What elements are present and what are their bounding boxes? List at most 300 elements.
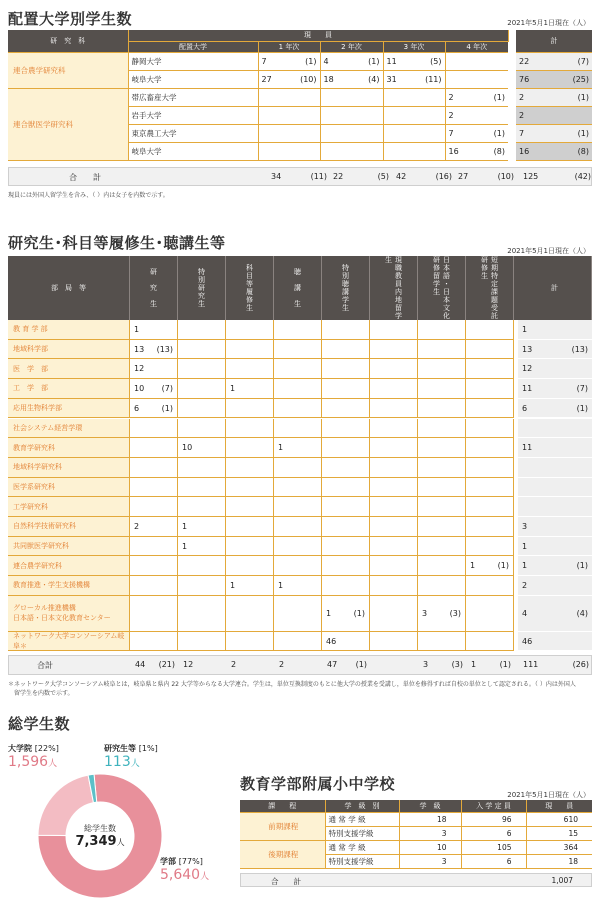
s2-cell [130,419,178,439]
year-cell [258,70,320,88]
s2-total-count: 1 [471,660,477,669]
female-count: (11) [425,74,442,84]
s2-cell [274,556,322,576]
s2-cell [418,399,466,419]
female-count: (4) [368,74,380,84]
section2-asof: 2021年5月1日現在（人） [507,247,590,255]
s4-cell: 通 常 学 級 [325,840,399,854]
s4-cell: 6 [461,854,526,868]
s2-dept-name: 地域科学研究科 [13,463,62,472]
female-count: (1) [305,56,317,66]
num-pair [519,93,589,102]
s2-dept-cell [8,320,130,340]
s4-cell: 96 [461,812,526,826]
hdr-y4: 4 年次 [445,41,508,52]
female-count: (1) [368,56,380,66]
s2-header [8,256,592,320]
s2-kei-cell [518,596,592,632]
s2-cell [418,497,466,517]
grad-value [8,754,57,770]
s2-paren: (1) [161,403,173,413]
s2-cell [130,379,178,399]
school-total-label: 合 計 [271,877,301,886]
haichi-kei-cell [516,124,592,142]
s2-cell [322,340,370,360]
total-female: (16) [435,172,452,181]
s2-total-kei [523,660,589,669]
s2-kei-count: 46 [522,636,533,646]
school-total-value: 1,007 [551,876,573,885]
s2-total-cell [471,660,511,669]
s2-cell [178,399,226,419]
s2-cell [226,478,274,498]
donut-center-value [60,834,140,849]
s2-dept-cell [8,478,130,498]
s2-cell [370,419,418,439]
hdr-genin: 現 員 [128,30,508,41]
s2-cell [178,537,226,557]
count: 7 [448,128,454,138]
total-count: 34 [271,172,282,181]
total-female: (10) [497,172,514,181]
s2-total-paren: (1) [499,660,511,669]
s2-total-cell [231,660,271,669]
s2-cell [178,596,226,632]
s4-cell: 15 [526,826,592,840]
total-num [458,172,514,181]
s2-cell [418,556,466,576]
s2-dept-cell [8,497,130,517]
s2-cell [370,320,418,340]
s2-kei-count: 4 [522,608,528,618]
s2-total-row [8,655,592,675]
year-cell [445,52,508,70]
count: 27 [261,74,272,84]
res-label [104,743,158,754]
haichi-total-cell-row [516,70,592,88]
s2-total-paren: (21) [158,660,175,669]
s2-col-header-text: 日本語・日本文化研修留学生 [432,256,451,320]
s2-count: 1 [470,561,476,571]
s2-total-count: 2 [231,660,237,669]
female-count: (25) [572,74,589,84]
year-cell [258,142,320,160]
s2-count: 46 [326,636,337,646]
s2-dept-name: グローカル推進機構 [13,604,76,613]
s2-kei-cell [518,537,592,557]
s2-row [8,556,592,576]
num-pair [262,75,317,84]
year-cell [383,70,445,88]
s2-row [8,576,592,596]
s2-cell [370,438,418,458]
s2-col-header [274,256,322,320]
s2-col-header [130,256,178,320]
s2-kei-cell [518,438,592,458]
dept-cell: 連合獣医学研究科 [8,88,128,160]
s2-cell [226,576,274,596]
year-cell [445,106,508,124]
s2-cell [178,379,226,399]
female-count: (1) [493,128,505,138]
s2-cell [226,537,274,557]
haichi-total-cell-row [516,106,592,124]
s2-kei-cell [518,478,592,498]
s2-cell [466,632,514,652]
s2-cell [322,359,370,379]
s2-dept-cell [8,340,130,360]
s2-dept-cell [8,632,130,652]
s2-total-count: 2 [279,660,285,669]
s2-dept-cell [8,458,130,478]
total-num [523,172,591,181]
s2-cell [226,399,274,419]
s2-cell [274,419,322,439]
s2-cell [418,419,466,439]
s2-cell [178,576,226,596]
s2-cell [466,320,514,340]
haichi-total-label: 合 計 [69,173,101,182]
s4-cell: 18 [526,854,592,868]
s2-cell [322,320,370,340]
s2-total-cell [183,660,223,669]
num-pair [449,93,506,102]
s2-row [8,596,592,632]
under-unit: 人 [200,872,210,882]
s2-cell [130,497,178,517]
s2-total-cell [279,660,319,669]
s2-dept-name: 共同獣医学研究科 [13,542,69,551]
s2-dept-cell [8,596,130,632]
s2-cell [322,478,370,498]
res-pct: [1%] [138,744,158,753]
s2-cell [418,576,466,596]
count: 16 [519,146,530,156]
s2-col-header [8,256,130,320]
count: 31 [386,74,397,84]
s2-total-paren: (3) [451,660,463,669]
num-pair [324,75,380,84]
under-pct: [77%] [178,857,203,866]
s2-total-count: 47 [327,660,338,669]
donut-center-num: 7,349 [75,834,117,849]
s2-dept-cell [8,419,130,439]
total-count: 22 [333,172,344,181]
s4-cell: 105 [461,840,526,854]
s2-cell [130,576,178,596]
s2-cell [322,556,370,576]
s2-cell [130,438,178,458]
s2-kei-count: 12 [522,364,533,374]
s2-cell [178,497,226,517]
s2-dept-name: 教育推進・学生支援機構 [13,581,90,590]
s2-paren: (13) [156,344,173,354]
s4-cell: 364 [526,840,592,854]
s2-cell [466,478,514,498]
s2-dept-cell [8,399,130,419]
s4-cell: 6 [461,826,526,840]
total-female: (11) [310,172,327,181]
s2-cell [130,596,178,632]
s2-kei-paren: (1) [576,403,588,413]
s2-cell [226,419,274,439]
s2-cell [418,359,466,379]
s2-total-kei-count: 111 [523,660,539,669]
s2-count: 1 [278,580,284,590]
grad-label [8,743,59,754]
section1-asof: 2021年5月1日現在（人） [507,19,590,27]
s2-cell [370,537,418,557]
total-num [271,172,327,181]
s2-cell [178,458,226,478]
s2-cell [226,517,274,537]
s2-paren: (3) [449,608,461,618]
under-label [160,856,203,867]
s2-cell [130,556,178,576]
year-cell [320,106,383,124]
s2-dept-name: 教 育 学 部 [13,325,48,334]
s2-dept-name: 応用生物科学部 [13,404,62,413]
s2-count: 2 [134,521,140,531]
s4-cell: 10 [399,840,461,854]
total-num [396,172,452,181]
total-count: 42 [396,172,407,181]
haichi-table [8,30,509,161]
s2-dept-name: 医 学 部 [13,364,48,373]
count: 18 [323,74,334,84]
num-pair [262,57,317,66]
s2-cell [178,359,226,379]
s2-row [8,632,592,652]
haichi-total-cell-row [516,142,592,160]
s2-cell [370,478,418,498]
section1-title: 配置大学別学生数 [8,10,133,28]
s2-col-header [226,256,274,320]
s2-count: 1 [182,521,188,531]
s2-cell [274,497,322,517]
res-value [104,754,140,770]
num-pair [387,57,442,66]
s2-count: 3 [422,608,428,618]
under-value-num: 5,640 [160,867,201,883]
s2-cell [178,340,226,360]
s2-col-header [178,256,226,320]
s2-cell [274,458,322,478]
s2-row [8,320,592,340]
s2-cell [130,537,178,557]
s2-kei-count: 3 [522,521,528,531]
s2-cell [370,497,418,517]
year-cell [258,88,320,106]
s2-cell [466,340,514,360]
female-count: (8) [577,146,589,156]
s2-cell [274,320,322,340]
year-cell [445,124,508,142]
female-count: (1) [577,92,589,102]
s2-cell [226,632,274,652]
grad-unit: 人 [48,759,58,769]
s2-cell [226,596,274,632]
hdr-y1: 1 年次 [258,41,320,52]
s2-cell [226,379,274,399]
s2-cell [370,632,418,652]
s2-cell [274,438,322,458]
haichi-row [8,88,508,106]
s2-kei-count: 1 [522,324,528,334]
s2-cell [130,632,178,652]
s2-cell [466,419,514,439]
s2-total-paren: (1) [355,660,367,669]
s2-cell [274,399,322,419]
section4-title: 教育学部附属小中学校 [240,775,396,793]
s2-kei-cell [518,517,592,537]
num-pair [519,75,589,84]
s2-kei-count: 1 [522,541,528,551]
s2-cell [178,478,226,498]
grad-pct: [22%] [34,744,59,753]
total-count: 27 [458,172,469,181]
hdr-haichi: 配置大学 [128,41,258,52]
s2-cell [466,399,514,419]
count: 16 [448,146,459,156]
res-unit: 人 [130,759,140,769]
hdr-y2: 2 年次 [320,41,383,52]
school-table [240,800,592,869]
s2-cell [226,359,274,379]
s4-col-header: 学 級 [399,800,461,812]
s2-col-header-text: 聴 講 生 [293,268,302,308]
uni-cell: 静岡大学 [128,52,258,70]
s2-cell [274,576,322,596]
s4-cell: 3 [399,854,461,868]
s2-kei-cell [518,399,592,419]
s2-total-count: 3 [423,660,429,669]
s2-cell [226,320,274,340]
s2-total-kei-paren: (26) [572,660,589,669]
s2-kei-cell [518,340,592,360]
res-value-num: 113 [104,754,131,770]
s2-note2: 留学生を内数で示す。 [8,690,74,697]
s2-kei-cell [518,497,592,517]
s2-col-header [518,256,592,320]
num-pair [519,111,589,120]
s2-kei-count: 1 [522,561,528,571]
s2-dept-name: 医学系研究科 [13,482,55,491]
year-cell [383,106,445,124]
female-count: (7) [577,56,589,66]
s2-row [8,359,592,379]
s2-cell [130,399,178,419]
s2-cell [130,320,178,340]
s2-col-header-text: 研 究 生 [149,268,158,308]
s2-count: 6 [134,403,140,413]
s2-cell [466,359,514,379]
s2-col-header-text: 計 [551,284,558,292]
s2-total-cell [327,660,367,669]
total-female: (5) [377,172,389,181]
s2-cell [274,478,322,498]
s4-col-header: 学 級 別 [325,800,399,812]
s2-cell [322,517,370,537]
s2-cell [370,576,418,596]
year-cell [383,142,445,160]
s2-cell [226,340,274,360]
s2-cell [370,517,418,537]
s2-note1: ＊ネットワーク大学コンソーシアム岐阜とは，岐阜県と県内 22 大学等からなる大学連合。学生は，単位互換制度のもとに他大学の授業を受講し，単位を修得すれば自校の単位として認定される。（ ）内は外国人 [8,681,576,688]
s2-kei-cell [518,632,592,652]
s2-row [8,537,592,557]
s2-row [8,438,592,458]
s2-count: 1 [278,443,284,453]
haichi-total-row [8,167,592,186]
year-cell [445,142,508,160]
s2-dept-name: 工学研究科 [13,502,48,511]
s2-cell [226,458,274,478]
s4-row [240,812,592,826]
s2-cell [370,596,418,632]
haichi-kei-cell [516,142,592,160]
s2-count: 13 [134,344,145,354]
haichi-kei-cell [516,106,592,124]
s2-count: 1 [230,580,236,590]
uni-cell: 岩手大学 [128,106,258,124]
s2-kei-count: 6 [522,403,528,413]
s2-kei-cell [518,556,592,576]
s2-dept-name: 地域科学部 [13,345,48,354]
num-pair [449,147,506,156]
haichi-kei-cell [516,52,592,70]
num-pair [324,57,380,66]
s2-row [8,458,592,478]
total-count: 125 [523,172,539,181]
count: 11 [386,56,397,66]
haichi-total-table [516,30,592,161]
s2-cell [418,517,466,537]
s2-kei-cell [518,576,592,596]
s2-dept-cell [8,537,130,557]
s2-dept-name: 社会システム経営学環 [13,423,83,432]
s2-row [8,517,592,537]
s2-cell [418,596,466,632]
s2-cell [418,458,466,478]
year-cell [320,70,383,88]
count: 2 [519,110,525,120]
section1-note: 現員には外国人留学生を含み、（ ）内は女子を内数で示す。 [8,192,169,199]
s2-dept-name: ネットワーク大学コンソーシアム岐阜＊ [13,632,125,651]
s4-col-header: 入 学 定 員 [461,800,526,812]
s2-total-label: 合計 [37,661,53,670]
s4-col-header: 課 程 [240,800,325,812]
s2-col-header [418,256,466,320]
s2-count: 10 [134,383,145,393]
num-pair [387,75,442,84]
s2-cell [418,537,466,557]
uni-cell: 岐阜大学 [128,70,258,88]
s2-cell [418,340,466,360]
s2-row [8,419,592,439]
haichi-total-cell-row [516,52,592,70]
s2-col-header-text: 特別聴講学生 [341,264,350,312]
count: 2 [519,92,525,102]
s2-dept-name: 自然科学技術研究科 [13,522,76,531]
s2-cell [130,517,178,537]
s2-kei-cell [518,320,592,340]
s2-cell [418,320,466,340]
year-cell [320,88,383,106]
s2-kei-paren: (13) [571,344,588,354]
s2-cell [418,438,466,458]
s2-cell [322,379,370,399]
